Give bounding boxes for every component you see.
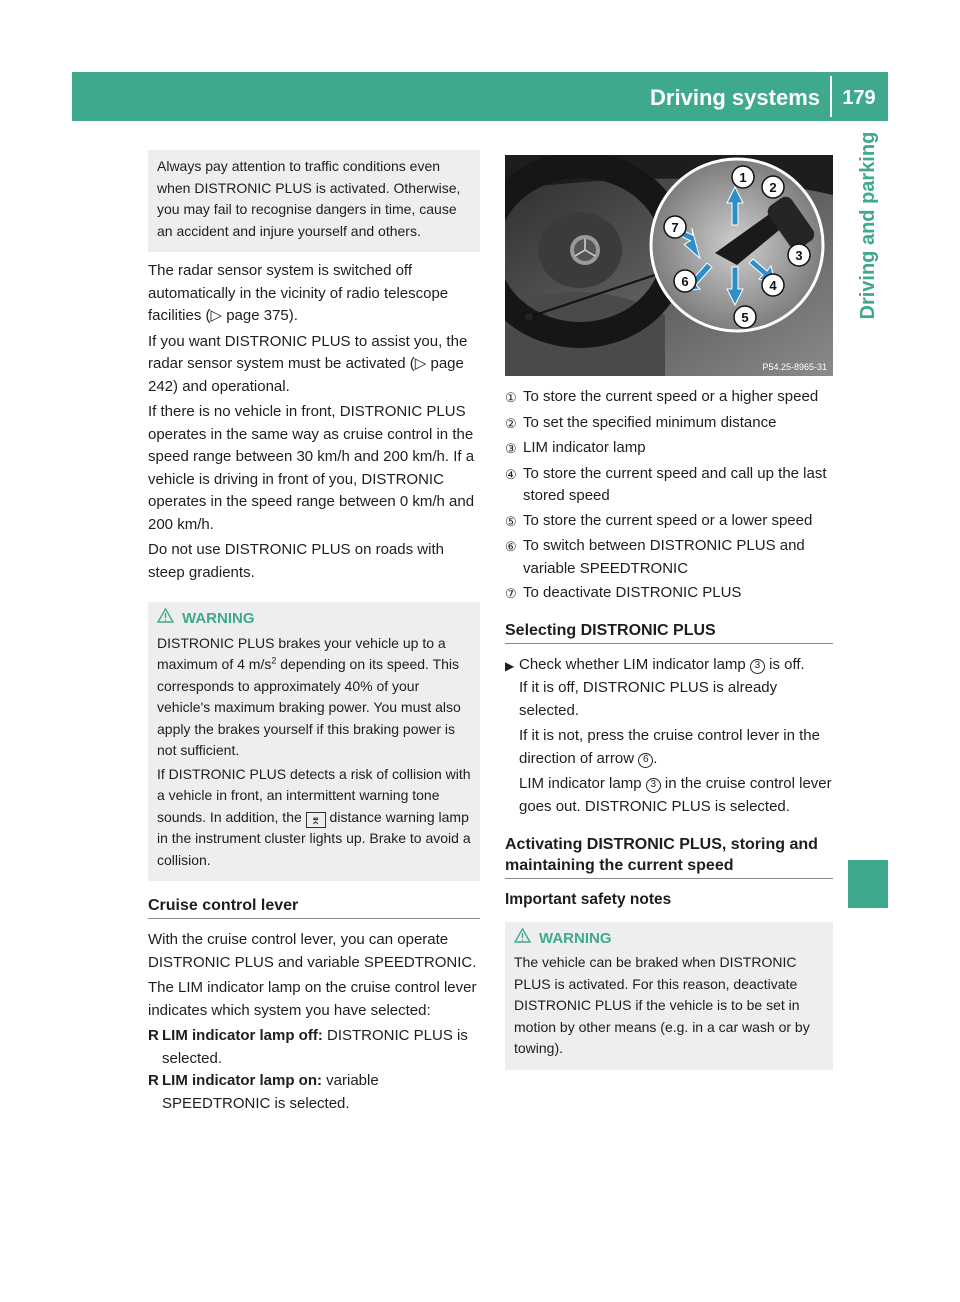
right-column: [505, 155, 833, 1078]
callout-number: ①: [505, 390, 517, 405]
list-item-text: [162, 1025, 480, 1070]
distance-warning-icon: ⌆: [306, 812, 326, 828]
callout-number: ③: [505, 441, 517, 456]
warning-label: WARNING: [182, 610, 255, 627]
diagram-label-6: 6: [681, 274, 689, 289]
diagram-label-2: 2: [769, 180, 777, 195]
list-item: [505, 510, 833, 534]
list-item: [505, 582, 833, 606]
left-column: [148, 150, 480, 1115]
callout-ref-3: 3: [646, 778, 661, 793]
header-title: Driving systems: [650, 85, 820, 110]
list-item: [505, 412, 833, 436]
warning-braking-text-b: depending on its speed. This corresponds to approximately 40% of your vehicle's maximum braking power. You must also apply the brakes yourself if this braking power is not sufficient.: [157, 656, 461, 758]
instruction-step: [505, 654, 833, 678]
subsection-title-safety: Important safety notes: [505, 891, 672, 908]
warning-braking-text: [157, 633, 472, 762]
warning-box-towing: [505, 922, 833, 1070]
warning-heading: [514, 928, 825, 950]
chapter-side-label: Driving and parking: [856, 131, 879, 320]
chapter-marker-block: [848, 860, 888, 908]
bullet-icon: R: [148, 1027, 159, 1044]
diagram-label-7: 7: [671, 220, 679, 235]
list-item-bold: LIM indicator lamp off:: [162, 1027, 323, 1044]
warning-braking-superscript: 2: [271, 655, 277, 666]
list-item: [148, 1070, 480, 1115]
chapter-side-tab: [848, 131, 888, 320]
list-item: [505, 463, 833, 508]
callout-text: To deactivate DISTRONIC PLUS: [523, 584, 742, 601]
callout-number: ⑦: [505, 586, 517, 601]
callout-text: To store the current speed and call up the last stored speed: [523, 464, 827, 504]
step-details: [505, 677, 833, 818]
list-item: [505, 386, 833, 410]
section-title-selecting: Selecting DISTRONIC PLUS: [505, 620, 833, 644]
diagram-label-3: 3: [795, 248, 803, 263]
callout-number: ②: [505, 415, 517, 431]
callout-number: ④: [505, 466, 517, 482]
page-number: 179: [842, 87, 876, 109]
warning-collision-text-b: distance warning lamp in the instrument cluster lights up. Brake to avoid a collision.: [157, 808, 471, 868]
lim-paragraph: The LIM indicator lamp on the cruise control lever indicates which system you have selected:: [148, 979, 477, 1019]
step-detail-lamp-a: LIM indicator lamp: [519, 775, 646, 792]
warning-towing-text: The vehicle can be braked when DISTRONIC PLUS is activated. For this reason, deactivate DISTRONIC PLUS if the vehicle is to be set in motion by other means (e.g. in a car wash or by towing).: [514, 954, 810, 1056]
cruise-lever-illustration: [505, 155, 833, 376]
list-item: [148, 1025, 480, 1070]
header-divider: [830, 76, 832, 117]
callout-text: To store the current speed or a lower speed: [523, 511, 813, 529]
step-text-b: is off.: [764, 655, 805, 673]
callout-ref-6: 6: [638, 753, 653, 768]
list-item: [505, 437, 833, 461]
callout-text: To store the current speed or a higher speed: [523, 388, 819, 405]
callout-ref-3: 3: [750, 659, 765, 674]
list-item-rest: variable SPEEDTRONIC is selected.: [162, 1072, 379, 1112]
cruise-lever-photo: [505, 155, 833, 376]
callout-list: [505, 386, 833, 606]
step-arrow-icon: ▶: [505, 658, 515, 673]
section-title-cruise-lever: Cruise control lever: [148, 895, 480, 919]
speed-range-paragraph: If there is no vehicle in front, DISTRONIC PLUS operates in the same way as cruise control in the speed range between 30 km/h and 200 km/h. If a vehicle is driving in front of you, DISTRONIC operates in the speed range between 0 km/h and 200 km/h.: [148, 403, 475, 533]
callout-number: ⑥: [505, 539, 517, 554]
warning-triangle-icon: [514, 928, 533, 950]
diagram-label-5: 5: [741, 310, 749, 325]
warning-triangle-icon: [157, 608, 176, 630]
list-item-bold: LIM indicator lamp on:: [162, 1072, 322, 1089]
callout-text: To switch between DISTRONIC PLUS and variable SPEEDTRONIC: [523, 537, 805, 577]
photo-id-label: P54.25-8965-31: [762, 362, 827, 372]
diagram-label-4: 4: [769, 278, 777, 293]
step-detail-press: [519, 725, 833, 770]
warning-braking-text-a: DISTRONIC PLUS brakes your vehicle up to a maximum of 4 m/s: [157, 634, 446, 672]
warning-collision-text: [157, 764, 472, 872]
diagram-label-1: 1: [739, 170, 747, 185]
attention-note-box: [148, 150, 480, 252]
radar-paragraph: The radar sensor system is switched off automatically in the vicinity of radio telescope facilities (▷ page 375).: [148, 262, 449, 324]
step-detail-press-b: .: [653, 749, 658, 767]
step-detail-press-a: If it is not, press the cruise control lever in the direction of arrow: [519, 727, 820, 767]
gradient-paragraph: Do not use DISTRONIC PLUS on roads with steep gradients.: [148, 541, 444, 581]
warning-label: WARNING: [539, 929, 612, 947]
step-detail-lamp-b: in the cruise control lever goes out. DISTRONIC PLUS is selected.: [519, 775, 832, 815]
callout-number: ⑤: [505, 513, 517, 529]
step-text-a: Check whether LIM indicator lamp: [519, 655, 750, 673]
step-detail-selected: If it is off, DISTRONIC PLUS is already selected.: [519, 679, 778, 719]
warning-collision-text-a: If DISTRONIC PLUS detects a risk of collision with a vehicle in front, an intermittent warning tone sounds. In addition, the: [157, 765, 471, 825]
list-item-rest: DISTRONIC PLUS is selected.: [162, 1027, 468, 1067]
page-header: [72, 72, 888, 121]
attention-note-text: Always pay attention to traffic conditions even when DISTRONIC PLUS is activated. Otherwise, you may fail to recognise dangers in time, cause an accident and injure yourself and others.: [157, 158, 461, 239]
warning-box-braking: [148, 602, 480, 881]
section-title-activating: Activating DISTRONIC PLUS, storing and maintaining the current speed: [505, 834, 833, 879]
bullet-icon: R: [148, 1072, 159, 1089]
step-text: [519, 654, 805, 678]
step-detail-lamp: [519, 773, 833, 818]
activation-paragraph: If you want DISTRONIC PLUS to assist you, the radar sensor system must be activated (▷ page 242) and operational.: [148, 332, 468, 395]
cruise-lever-paragraph: With the cruise control lever, you can operate DISTRONIC PLUS and variable SPEEDTRONIC.: [148, 931, 477, 971]
warning-heading: [157, 608, 472, 630]
callout-text: LIM indicator lamp: [523, 439, 646, 456]
list-item: [505, 535, 833, 580]
list-item-text: [162, 1070, 480, 1115]
callout-text: To set the specified minimum distance: [523, 413, 777, 431]
